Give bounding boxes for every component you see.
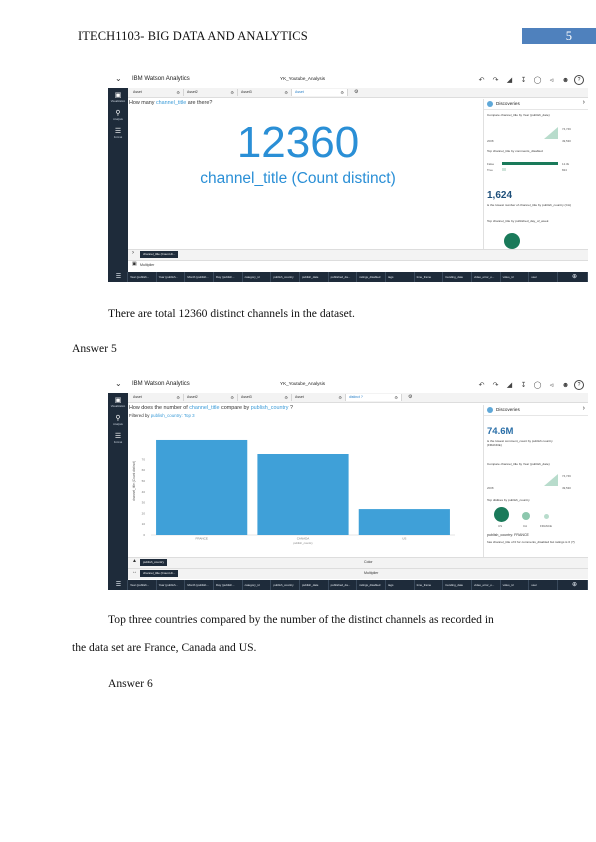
app-brand: IBM Watson Analytics [132, 381, 190, 387]
bar-us[interactable] [359, 509, 450, 535]
discoveries-panel [483, 405, 588, 557]
download-icon[interactable]: ↧ [520, 382, 527, 389]
discovery-item-2[interactable]: Top channel_title by comments_disabled [487, 149, 543, 153]
screenshot-bar-chart [108, 377, 588, 591]
redo-icon[interactable]: ↷ [492, 77, 499, 84]
lightbulb-icon [487, 407, 493, 413]
left-nav [108, 393, 128, 581]
x-tick-label: US [402, 536, 407, 541]
y-tick-label: 30 [141, 500, 145, 505]
color-label: Color [364, 560, 373, 564]
x-axis-label: publish_country [293, 541, 313, 545]
column-header[interactable]: Day (publish... [214, 580, 243, 590]
kpi-value: 12360 [236, 118, 360, 167]
display-icon: ▣ [114, 397, 122, 404]
bar-chart [129, 419, 463, 547]
tab-bar [128, 393, 588, 403]
chevron-right-icon[interactable]: › [582, 405, 585, 412]
help-circle-icon[interactable]: ◯ [533, 77, 542, 84]
chevron-right-icon[interactable]: › [582, 99, 585, 106]
question-field-2[interactable]: publish_country [250, 405, 289, 411]
app-topbar [108, 377, 588, 394]
nav-format[interactable] [108, 128, 128, 140]
close-icon[interactable]: ⚙ [338, 395, 342, 400]
y-tick-label: 10 [141, 522, 145, 527]
paragraph-2-line-1: Top three countries compared by the number of the distinct channels as recorded in [108, 613, 494, 626]
user-icon[interactable]: ☻ [561, 76, 570, 84]
nav-format[interactable] [108, 433, 128, 445]
tab-label: Asset [133, 90, 142, 94]
column-header[interactable]: Day (publish... [214, 272, 243, 282]
hamburger-icon[interactable]: ☰ [108, 580, 128, 590]
discovery-big-value: 1,624 [487, 190, 513, 201]
column-header[interactable]: tags [386, 580, 415, 590]
column-header[interactable]: category_id [243, 580, 272, 590]
close-icon[interactable]: ⚙ [340, 90, 344, 95]
discovery-lo: 49,530 [562, 139, 571, 143]
column-header[interactable]: publish_country [271, 580, 300, 590]
filter-field[interactable]: publish_country: Top 3 [150, 413, 195, 418]
lightbulb-icon [487, 101, 493, 107]
nav-format-label: Format [113, 441, 123, 444]
bubble-us [494, 507, 509, 522]
column-header[interactable]: video_error_o... [472, 580, 501, 590]
column-header[interactable]: video_id [501, 272, 530, 282]
bubble-ca [522, 512, 530, 520]
chevron-right-icon[interactable]: › [132, 250, 134, 256]
close-icon[interactable]: ⚙ [284, 90, 288, 95]
bubble-label-us: US [498, 524, 503, 528]
page-header-title: ITECH1103- BIG DATA AND ANALYTICS [78, 29, 308, 43]
multiplier-icon: ↔ [132, 569, 137, 575]
close-icon[interactable]: ⚙ [230, 395, 234, 400]
discoveries-title: Discoveries [496, 407, 520, 412]
discovery-big-value: 74.6M [487, 426, 514, 437]
column-header[interactable]: Year (publish... [157, 580, 186, 590]
question-pre: How many [129, 100, 156, 106]
discovery-lo: 49,530 [562, 486, 571, 490]
x-tick-label: CANADA [296, 536, 310, 541]
tab-asset[interactable] [130, 89, 184, 96]
discovery-row1-val: 12.3k [562, 162, 570, 166]
bottom-row-1 [128, 249, 588, 260]
tab-label: Asset2 [187, 90, 198, 94]
discovery-year: 2008 [487, 139, 494, 143]
display-icon: ▣ [114, 92, 122, 99]
discoveries-header [484, 405, 588, 416]
column-header[interactable]: user [529, 272, 558, 282]
question-pre: How does the number of [129, 405, 190, 411]
multiplier-icon: ▣ [132, 261, 137, 267]
nav-format-label: Format [113, 136, 123, 139]
column-chip-channel[interactable]: channel_title (Count di... [140, 570, 178, 577]
column-header[interactable]: trending_date [443, 580, 472, 590]
discovery-mini-chart [544, 127, 558, 139]
document-title: YK_Youtube_Analysis [280, 76, 326, 81]
tab-asset3[interactable] [238, 89, 292, 96]
discovery-item-3[interactable]: Top dislikes by publish_country [487, 498, 530, 502]
discovery-hi: 74,746 [562, 127, 571, 131]
column-header[interactable]: publish_date [300, 580, 329, 590]
filter-text [129, 413, 195, 418]
column-header[interactable]: user [529, 580, 558, 590]
question-text [129, 405, 293, 411]
sliders-icon: ☰ [114, 433, 122, 440]
left-nav [108, 88, 128, 274]
add-tab-icon[interactable]: ⚙ [408, 394, 413, 400]
column-header[interactable]: video_id [501, 580, 530, 590]
tab-asset4[interactable] [292, 394, 346, 401]
question-text [129, 100, 212, 106]
column-header[interactable]: Month (publish... [185, 580, 214, 590]
column-chip-country[interactable]: publish_country [140, 559, 167, 566]
nav-analysis[interactable] [108, 415, 128, 427]
discovery-item-4[interactable]: has channel_title of 0 for comments_disabled but ratings is 0 (?) [487, 540, 575, 544]
question-field[interactable]: channel_title [155, 100, 187, 106]
paragraph-2-line-2: the data set are France, Canada and US. [72, 641, 257, 654]
tab-asset-active[interactable] [292, 89, 348, 96]
discovery-hi: 74,746 [562, 474, 571, 478]
toolbar-icons [476, 74, 584, 86]
bottom-row-2 [128, 568, 588, 579]
discovery-row1-bar [502, 162, 558, 165]
page-number-box [522, 28, 596, 44]
user-icon[interactable]: ☻ [561, 381, 570, 389]
share-icon[interactable]: ◢ [506, 77, 513, 84]
nav-analysis-label: Analysis [113, 118, 123, 121]
discovery-row2-val: 824 [562, 168, 567, 172]
column-chip[interactable]: channel_title (Count di... [140, 251, 178, 258]
nav-visualization-label: Visualization [110, 405, 126, 408]
menu-chevron-icon[interactable]: ⌄ [115, 74, 122, 83]
bottom-row-2 [128, 260, 588, 271]
y-tick-label: 70 [141, 457, 145, 462]
nav-analysis-label: Analysis [113, 423, 123, 426]
undo-icon[interactable]: ↶ [478, 382, 485, 389]
discovery-item-2[interactable]: Compare channel_title by Year (publish_date) [487, 462, 550, 466]
column-header[interactable]: Month (publish... [185, 272, 214, 282]
column-strip [108, 580, 588, 590]
screenshot-kpi [108, 72, 588, 284]
document-title: YK_Youtube_Analysis [280, 381, 326, 386]
multiplier-label: Multiplier [140, 263, 155, 267]
close-icon[interactable]: ⚙ [176, 90, 180, 95]
column-header[interactable]: trending_date [443, 272, 472, 282]
app-topbar [108, 72, 588, 89]
discovery-item-1[interactable]: is the lowest comment_count by publish country (FRANCE) [487, 439, 553, 447]
question-post: are there? [186, 100, 213, 106]
close-icon[interactable]: ⚙ [230, 90, 234, 95]
column-header[interactable]: ratings_disabled [357, 580, 386, 590]
tab-asset3[interactable] [238, 394, 292, 401]
column-header[interactable]: published_da... [329, 272, 358, 282]
download-icon[interactable]: ↧ [520, 77, 527, 84]
tab-asset2[interactable] [184, 89, 238, 96]
bubble-label-france: FRANCE [540, 524, 552, 528]
tab-label: Asset [133, 395, 142, 399]
discovery-mini-chart [544, 474, 558, 486]
menu-chevron-icon[interactable]: ⌄ [115, 379, 122, 388]
x-tick-label: FRANCE [195, 536, 208, 541]
bar-france[interactable] [156, 440, 247, 535]
help-icon[interactable]: ? [574, 75, 584, 85]
column-header[interactable]: time_frame [415, 580, 444, 590]
column-header[interactable]: ratings_disabled [357, 272, 386, 282]
close-icon[interactable]: ⚙ [176, 395, 180, 400]
sliders-icon: ☰ [114, 128, 122, 135]
bar-chart-svg [129, 419, 463, 547]
column-header[interactable]: video_error_o... [472, 272, 501, 282]
y-axis-label: channel_title (Count distinct) [132, 460, 136, 502]
y-tick-label: 20 [141, 511, 145, 516]
nav-analysis[interactable] [108, 110, 128, 122]
question-post: ? [288, 405, 293, 411]
add-tab-icon[interactable]: ⚙ [354, 89, 359, 95]
bubble-label-ca: CA [523, 524, 528, 528]
column-header[interactable]: time_frame [415, 272, 444, 282]
hamburger-icon[interactable]: ☰ [108, 272, 128, 282]
color-icon: ▲ [132, 558, 137, 564]
tab-label: Asset3 [241, 90, 252, 94]
bubble-france [544, 514, 549, 519]
bottom-row-1 [128, 557, 588, 568]
discoveries-panel [483, 99, 588, 249]
discovery-item-1[interactable]: Compare channel_title by Year (publish_date) [487, 113, 550, 117]
share-icon[interactable]: ◢ [506, 382, 513, 389]
redo-icon[interactable]: ↷ [492, 382, 499, 389]
filter-pre: Filtered by [129, 413, 151, 418]
question-field-1[interactable]: channel_title [189, 405, 220, 411]
tab-label: Asset3 [241, 395, 252, 399]
y-tick-label: 40 [141, 489, 145, 494]
discovery-row2-bar [502, 168, 506, 171]
discovery-row1-label: False [487, 162, 495, 166]
tab-distinct-active[interactable] [346, 394, 402, 401]
tab-label: distinct ? [349, 395, 363, 399]
tab-label: Asset [295, 90, 304, 94]
toolbar-icons [476, 379, 584, 391]
column-header[interactable]: publish_date [300, 272, 329, 282]
discoveries-title: Discoveries [496, 101, 520, 106]
discoveries-header [484, 99, 588, 110]
question-mid: compare by [219, 405, 251, 411]
column-header[interactable]: published_da... [329, 580, 358, 590]
answer-5: Answer 5 [72, 342, 117, 355]
answer-6: Answer 6 [108, 677, 153, 690]
add-column-icon[interactable]: ⊕ [560, 272, 588, 282]
column-header[interactable]: Year (publish... [128, 272, 157, 282]
discovery-item-3[interactable]: is the lowest number of channel_title by publish_country (CA) [487, 203, 571, 207]
tab-label: Asset2 [187, 395, 198, 399]
megaphone-icon[interactable]: ◃ [549, 77, 554, 84]
page-number: 5 [565, 29, 572, 43]
nav-visualization-label: Visualization [110, 100, 126, 103]
kpi-label: channel_title (Count distinct) [200, 170, 396, 187]
megaphone-icon[interactable]: ◃ [549, 382, 554, 389]
discovery-item-4[interactable]: Top channel_title by published_day_of_week [487, 219, 549, 223]
tab-asset2[interactable] [184, 394, 238, 401]
column-header[interactable]: publish_country [271, 272, 300, 282]
column-header[interactable]: Year (publish... [128, 580, 157, 590]
help-icon[interactable]: ? [574, 380, 584, 390]
y-tick-label: 50 [141, 479, 145, 483]
app-brand: IBM Watson Analytics [132, 76, 190, 82]
discovery-row2-label: True [487, 168, 493, 172]
y-tick-label: 0 [143, 533, 145, 537]
search-icon: ⚲ [115, 415, 121, 422]
help-circle-icon[interactable]: ◯ [533, 382, 542, 389]
nav-visualization[interactable] [108, 397, 128, 409]
nav-visualization[interactable] [108, 92, 128, 104]
discovery-year: 2008 [487, 486, 494, 490]
bar-canada[interactable] [257, 454, 348, 535]
y-tick-label: 60 [141, 468, 145, 473]
column-strip [108, 272, 588, 282]
discovery-item-4-title: publish_country: FRANCE [487, 533, 529, 537]
close-icon[interactable]: ⚙ [394, 395, 398, 400]
paragraph-1: There are total 12360 distinct channels in the dataset. [108, 307, 355, 320]
search-icon: ⚲ [115, 110, 121, 117]
undo-icon[interactable]: ↶ [478, 77, 485, 84]
close-icon[interactable]: ⚙ [284, 395, 288, 400]
column-header[interactable]: tags [386, 272, 415, 282]
discovery-bubble [504, 233, 520, 249]
column-header[interactable]: Year (publish... [157, 272, 186, 282]
column-header[interactable]: category_id [243, 272, 272, 282]
tab-asset[interactable] [130, 394, 184, 401]
multiplier-label: Multiplier [364, 571, 379, 575]
tab-label: Asset [295, 395, 304, 399]
add-column-icon[interactable]: ⊕ [560, 580, 588, 590]
tab-bar [128, 88, 588, 98]
